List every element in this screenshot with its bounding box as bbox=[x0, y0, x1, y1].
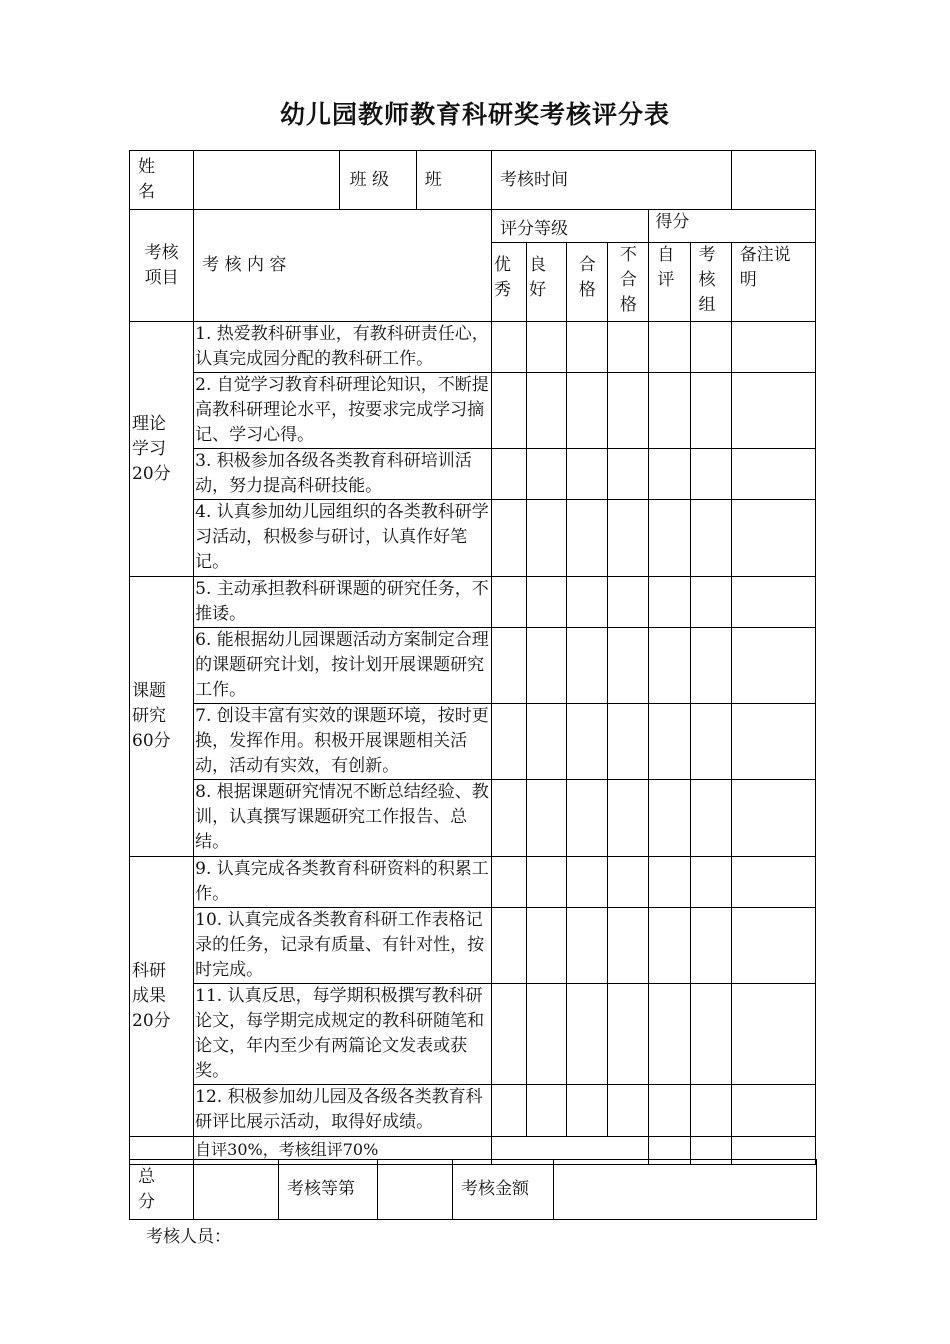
score-cell[interactable] bbox=[649, 984, 690, 1085]
score-cell[interactable] bbox=[649, 577, 690, 628]
score-cell[interactable] bbox=[527, 780, 567, 857]
score-cell[interactable] bbox=[731, 500, 815, 577]
table-row bbox=[130, 500, 816, 577]
score-cell[interactable] bbox=[567, 780, 608, 857]
score-cell[interactable] bbox=[649, 908, 690, 984]
name-label: 姓 名 bbox=[130, 151, 194, 210]
score-cell[interactable] bbox=[491, 780, 526, 857]
table-row bbox=[130, 577, 816, 628]
totals-row bbox=[130, 1160, 817, 1220]
total-score-value[interactable] bbox=[194, 1160, 279, 1220]
assessment-table bbox=[129, 150, 816, 1165]
table-row bbox=[130, 449, 816, 500]
score-cell[interactable] bbox=[491, 857, 526, 908]
grade-excellent-label: 优 秀 bbox=[491, 243, 526, 322]
score-cell[interactable] bbox=[731, 577, 815, 628]
score-cell[interactable] bbox=[491, 984, 526, 1085]
score-cell[interactable] bbox=[608, 577, 649, 628]
score-cell[interactable] bbox=[527, 704, 567, 780]
criterion-text: 6. 能根据幼儿园课题活动方案制定合理的课题研究计划，按计划开展课题研究工作。 bbox=[194, 628, 492, 704]
section-name: 理论 学习 20分 bbox=[130, 322, 194, 577]
table-row bbox=[130, 373, 816, 449]
score-cell[interactable] bbox=[527, 577, 567, 628]
score-cell[interactable] bbox=[731, 780, 815, 857]
score-cell[interactable] bbox=[608, 984, 649, 1085]
score-cell[interactable] bbox=[690, 628, 731, 704]
class-label: 班 级 bbox=[339, 151, 416, 210]
score-cell[interactable] bbox=[731, 322, 815, 373]
content-column-label: 考 核 内 容 bbox=[194, 210, 492, 322]
score-cell[interactable] bbox=[608, 628, 649, 704]
score-cell[interactable] bbox=[690, 908, 731, 984]
class-value: 班 bbox=[416, 151, 491, 210]
table-row bbox=[130, 780, 816, 857]
score-cell[interactable] bbox=[731, 449, 815, 500]
criterion-text: 8. 根据课题研究情况不断总结经验、教训，认真撰写课题研究工作报告、总结。 bbox=[194, 780, 492, 857]
criterion-text: 7. 创设丰富有实效的课题环境，按时更换，发挥作用。积极开展课题相关活动，活动有实效，有创新。 bbox=[194, 704, 492, 780]
score-cell[interactable] bbox=[649, 322, 690, 373]
section-name: 课题 研究 60分 bbox=[130, 577, 194, 857]
score-cell[interactable] bbox=[690, 780, 731, 857]
name-value[interactable] bbox=[194, 151, 339, 210]
grade-group-label: 评分等级 bbox=[491, 210, 648, 243]
score-cell[interactable] bbox=[731, 704, 815, 780]
score-cell[interactable] bbox=[567, 449, 608, 500]
score-cell[interactable] bbox=[649, 857, 690, 908]
score-cell[interactable] bbox=[690, 1085, 731, 1137]
score-cell[interactable] bbox=[649, 373, 690, 449]
score-cell[interactable] bbox=[567, 857, 608, 908]
amount-value[interactable] bbox=[554, 1160, 817, 1220]
score-cell[interactable] bbox=[491, 500, 526, 577]
page-title: 幼儿园教师教育科研奖考核评分表 bbox=[279, 100, 670, 129]
score-cell[interactable] bbox=[690, 857, 731, 908]
table-row bbox=[130, 908, 816, 984]
score-cell[interactable] bbox=[690, 449, 731, 500]
score-cell[interactable] bbox=[491, 322, 526, 373]
amount-label: 考核金额 bbox=[453, 1160, 554, 1220]
score-cell[interactable] bbox=[608, 373, 649, 449]
score-cell[interactable] bbox=[527, 628, 567, 704]
score-cell[interactable] bbox=[608, 500, 649, 577]
criterion-text: 10. 认真完成各类教育科研工作表格记录的任务，记录有质量、有针对性，按时完成。 bbox=[194, 908, 492, 984]
score-cell[interactable] bbox=[567, 322, 608, 373]
score-cell[interactable] bbox=[731, 373, 815, 449]
score-cell[interactable] bbox=[567, 577, 608, 628]
score-cell[interactable] bbox=[527, 322, 567, 373]
score-cell[interactable] bbox=[608, 1085, 649, 1137]
table-row bbox=[130, 322, 816, 373]
table-row bbox=[130, 704, 816, 780]
score-cell[interactable] bbox=[491, 704, 526, 780]
score-cell[interactable] bbox=[527, 500, 567, 577]
criterion-text: 11. 认真反思，每学期积极撰写教科研论文，每学期完成规定的教科研随笔和论文，年内至少有两篇论文发表或获奖。 bbox=[194, 984, 492, 1085]
section-name: 科研 成果 20分 bbox=[130, 857, 194, 1137]
score-cell[interactable] bbox=[491, 373, 526, 449]
score-cell[interactable] bbox=[690, 577, 731, 628]
score-cell[interactable] bbox=[731, 857, 815, 908]
assessors-label: 考核人员： bbox=[146, 1227, 231, 1247]
score-cell[interactable] bbox=[527, 373, 567, 449]
table-row bbox=[130, 1085, 816, 1137]
score-cell[interactable] bbox=[527, 449, 567, 500]
score-cell[interactable] bbox=[527, 908, 567, 984]
level-value[interactable] bbox=[378, 1160, 453, 1220]
score-cell[interactable] bbox=[567, 984, 608, 1085]
weight-note: 自评30%，考核组评70% bbox=[194, 1137, 492, 1165]
score-cell[interactable] bbox=[731, 908, 815, 984]
score-cell[interactable] bbox=[608, 857, 649, 908]
table-row bbox=[130, 857, 816, 908]
score-cell[interactable] bbox=[649, 780, 690, 857]
score-cell[interactable] bbox=[649, 500, 690, 577]
score-cell[interactable] bbox=[608, 322, 649, 373]
grade-fail-label: 不 合 格 bbox=[608, 243, 649, 322]
grade-pass-label: 合 格 bbox=[567, 243, 608, 322]
criterion-text: 12. 积极参加幼儿园及各级各类教育科研评比展示活动，取得好成绩。 bbox=[194, 1085, 492, 1137]
score-cell[interactable] bbox=[491, 1085, 526, 1137]
columns-row bbox=[130, 210, 816, 243]
header-row bbox=[130, 151, 816, 210]
score-cell[interactable] bbox=[731, 628, 815, 704]
remarks-label: 备注说 明 bbox=[731, 243, 815, 322]
level-label: 考核等第 bbox=[279, 1160, 378, 1220]
score-cell[interactable] bbox=[527, 857, 567, 908]
score-cell[interactable] bbox=[690, 984, 731, 1085]
score-cell[interactable] bbox=[567, 1085, 608, 1137]
score-cell[interactable] bbox=[491, 449, 526, 500]
table-row bbox=[130, 628, 816, 704]
grade-good-label: 良 好 bbox=[527, 243, 567, 322]
score-cell[interactable] bbox=[649, 1085, 690, 1137]
criterion-text: 3. 积极参加各级各类教育科研培训活动，努力提高科研技能。 bbox=[194, 449, 492, 500]
score-cell[interactable] bbox=[527, 1085, 567, 1137]
criterion-text: 2. 自觉学习教育科研理论知识，不断提高教科研理论水平，按要求完成学习摘记、学习心得。 bbox=[194, 373, 492, 449]
time-value[interactable] bbox=[731, 151, 815, 210]
total-score-label: 总 分 bbox=[130, 1160, 194, 1220]
score-cell[interactable] bbox=[491, 908, 526, 984]
score-cell[interactable] bbox=[649, 704, 690, 780]
criterion-text: 9. 认真完成各类教育科研资料的积累工作。 bbox=[194, 857, 492, 908]
score-cell[interactable] bbox=[608, 704, 649, 780]
score-cell[interactable] bbox=[567, 500, 608, 577]
criterion-text: 1. 热爱教科研事业，有教科研责任心，认真完成园分配的教科研工作。 bbox=[194, 322, 492, 373]
totals-table bbox=[129, 1159, 817, 1220]
score-cell[interactable] bbox=[649, 449, 690, 500]
score-group-label: 得分 bbox=[649, 210, 816, 243]
score-cell[interactable] bbox=[690, 704, 731, 780]
score-cell[interactable] bbox=[527, 984, 567, 1085]
criterion-text: 5. 主动承担教科研课题的研究任务，不推诿。 bbox=[194, 577, 492, 628]
time-label: 考核时间 bbox=[491, 151, 731, 210]
score-cell[interactable] bbox=[690, 322, 731, 373]
score-cell[interactable] bbox=[690, 500, 731, 577]
score-cell[interactable] bbox=[649, 628, 690, 704]
criterion-text: 4. 认真参加幼儿园组织的各类教科研学习活动，积极参与研讨，认真作好笔记。 bbox=[194, 500, 492, 577]
score-cell[interactable] bbox=[567, 373, 608, 449]
score-cell[interactable] bbox=[690, 373, 731, 449]
score-cell[interactable] bbox=[491, 577, 526, 628]
score-cell[interactable] bbox=[608, 780, 649, 857]
score-cell[interactable] bbox=[731, 1085, 815, 1137]
score-cell[interactable] bbox=[567, 628, 608, 704]
score-cell[interactable] bbox=[731, 984, 815, 1085]
score-cell[interactable] bbox=[567, 908, 608, 984]
score-cell[interactable] bbox=[608, 908, 649, 984]
score-cell[interactable] bbox=[608, 449, 649, 500]
score-cell[interactable] bbox=[491, 628, 526, 704]
group-eval-label: 考 核 组 bbox=[690, 243, 731, 322]
table-row bbox=[130, 984, 816, 1085]
self-eval-label: 自 评 bbox=[649, 243, 690, 322]
score-cell[interactable] bbox=[567, 704, 608, 780]
item-column-label: 考核 项目 bbox=[130, 210, 194, 322]
